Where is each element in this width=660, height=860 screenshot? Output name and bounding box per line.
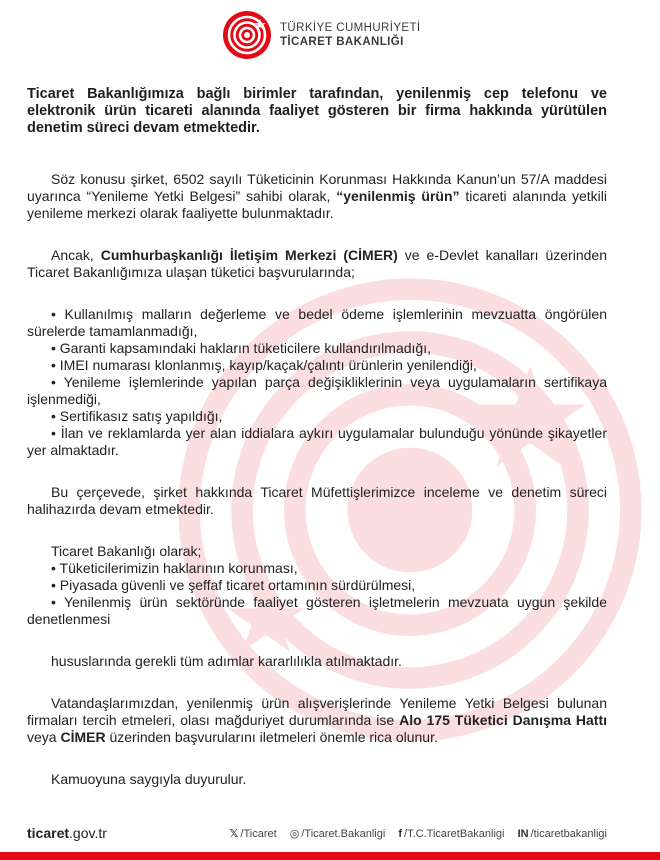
list-item: • Kullanılmış malların değerleme ve bedel ödeme işlemlerinin mevzuatta öngörülen sürelerde tamamlanmadığı, (27, 306, 607, 339)
paragraph-complaints-intro: Ancak, Cumhurbaşkanlığı İletişim Merkezi (CİMER) ve e-Devlet kanalları üzerinden Ticaret Bakanlığımıza ulaşan tüketici başvurularında; (27, 247, 607, 280)
list-item: • Garanti kapsamındaki hakların tüketicilere kullandırılmadığı, (51, 340, 431, 356)
list-item: • Yenilenmiş ürün sektöründe faaliyet gösteren işletmelerin mevzuata uygun şekilde denetlenmesi (27, 594, 607, 627)
social-nsosyal[interactable]: IN /ticaretbakanligi (517, 828, 607, 840)
instagram-icon: ◎ (289, 828, 300, 840)
facebook-icon: f (398, 828, 403, 840)
paragraph-company: Söz konusu şirket, 6502 sayılı Tüketicinin Korunması Hakkında Kanun’un 57/A maddesi uyarınca “Yenileme Yetki Belgesi” sahibi olarak, “yenilenmiş ürün” ticareti alanında yetkili yenileme merkezi olarak faaliyette bulunmaktadır. (27, 171, 607, 221)
ministry-name-line1: TÜRKİYE CUMHURİYETİ (280, 22, 421, 34)
footer-red-bar (0, 852, 660, 860)
measures-list (27, 560, 607, 628)
header (0, 10, 660, 60)
social-facebook[interactable]: f /T.C.TicaretBakanligi (398, 828, 505, 840)
nsosyal-icon: IN (517, 828, 529, 840)
ministry-name-line2: TİCARET BAKANLIĞI (280, 36, 404, 48)
press-release-body (27, 86, 607, 788)
list-item: • IMEI numarası klonlanmış, kayıp/kaçak/çalıntı ürünlerin yenilendiği, (51, 357, 477, 373)
paragraph-closing: Kamuoyuna saygıyla duyurulur. (51, 771, 247, 787)
paragraph-citizens: Vatandaşlarımızdan, yenilenmiş ürün alışverişlerinde Yenileme Yetki Belgesi bulunan firmaları tercih etmeleri, olası mağduriyet durumlarında ise Alo 175 Tüketici Danışma Hattı veya CİMER üzerinden başvurularını iletmeleri önemle rica olunur. (27, 695, 608, 745)
paragraph-steps: hususlarında gerekli tüm adımlar kararlılıkla atılmaktadır. (51, 653, 402, 669)
list-item: • Piyasada güvenli ve şeffaf ticaret ortamının sürdürülmesi, (51, 577, 416, 593)
footer (27, 823, 607, 843)
website-link[interactable]: ticaret.gov.tr (27, 825, 107, 841)
lead-paragraph: Ticaret Bakanlığımıza bağlı birimler tarafından, yenilenmiş cep telefonu ve elektronik ürün ticareti alanında faaliyet gösteren bir firma hakkında yürütülen denetim süreci devam etmektedir. (27, 86, 607, 136)
social-links (220, 827, 607, 840)
list-item: • Yenileme işlemlerinde yapılan parça değişikliklerinin veya uygulamaların sertifikaya işlenmediği, (27, 374, 607, 407)
list-item: • Sertifikasız satış yapıldığı, (51, 408, 223, 424)
social-x[interactable]: 𝕏 /Ticaret (229, 828, 277, 840)
social-instagram[interactable]: ◎ /Ticaret.Bakanligi (289, 828, 386, 840)
complaints-list (27, 306, 607, 459)
paragraph-inspection: Bu çerçevede, şirket hakkında Ticaret Müfettişlerimizce inceleme ve denetim süreci halihazırda devam etmektedir. (27, 484, 607, 517)
list-item: • Tüketicilerimizin haklarının korunması, (51, 560, 298, 576)
ministry-logo-icon (222, 10, 272, 60)
paragraph-ministry-intro: Ticaret Bakanlığı olarak; (51, 543, 202, 559)
x-icon: 𝕏 (229, 828, 239, 840)
list-item: • İlan ve reklamlarda yer alan iddialara aykırı uygulamalar bulunduğu yönünde şikayetler yer almaktadır. (27, 425, 607, 458)
